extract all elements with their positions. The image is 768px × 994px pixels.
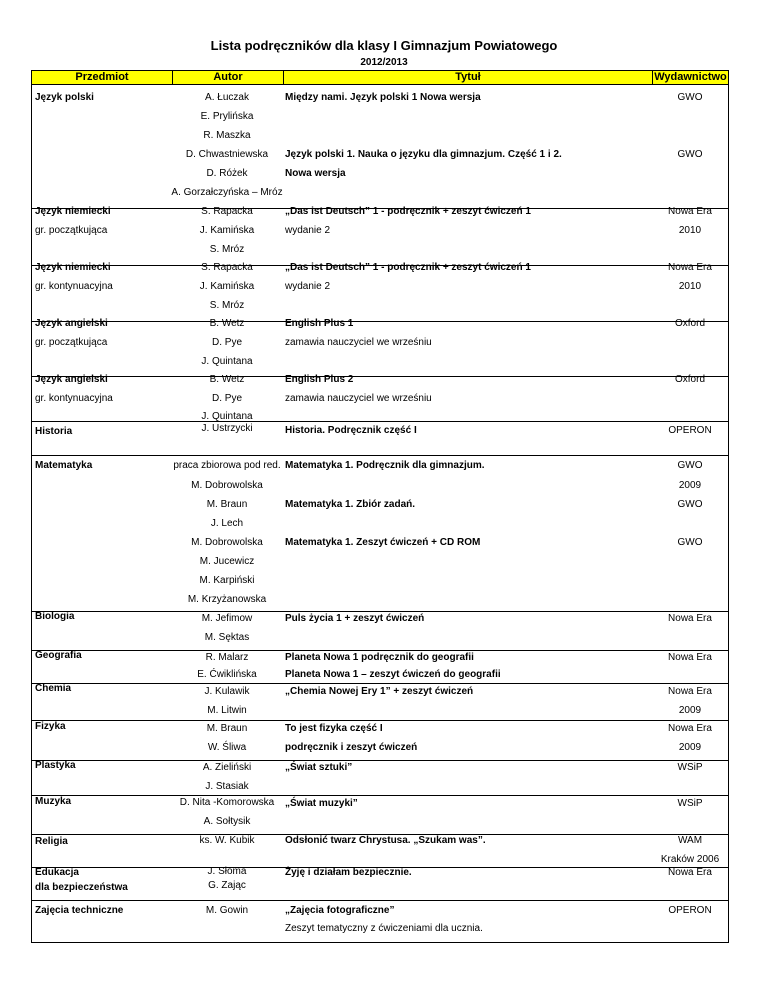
title-cell: Puls życia 1 + zeszyt ćwiczeń bbox=[285, 613, 425, 624]
row-divider bbox=[31, 611, 729, 612]
title-cell: Między nami. Język polski 1 Nowa wersja bbox=[285, 92, 481, 103]
subject-cell: Geografia bbox=[35, 650, 82, 661]
author-cell: B. Wetz bbox=[209, 374, 245, 385]
publisher-cell: GWO bbox=[677, 537, 703, 548]
publisher-cell: OPERON bbox=[668, 905, 712, 916]
row-divider bbox=[31, 376, 729, 377]
subject-cell: Historia bbox=[35, 426, 73, 437]
author-cell: M. Karpiński bbox=[199, 575, 255, 586]
title-cell: podręcznik i zeszyt ćwiczeń bbox=[285, 742, 418, 753]
author-cell: J. Stasiak bbox=[205, 781, 249, 792]
author-cell: A. Łuczak bbox=[205, 92, 249, 103]
title-cell: „Świat muzyki” bbox=[285, 798, 358, 809]
title-cell: Nowa wersja bbox=[285, 168, 346, 179]
subject-cell: Język niemiecki bbox=[35, 262, 111, 273]
publisher-cell: GWO bbox=[677, 92, 703, 103]
author-cell: G. Zając bbox=[208, 880, 246, 891]
title-cell: Planeta Nowa 1 – zeszyt ćwiczeń do geografii bbox=[285, 669, 501, 680]
author-cell: D. Różek bbox=[206, 168, 248, 179]
subject-cell: Język niemiecki bbox=[35, 206, 111, 217]
title-cell: zamawia nauczyciel we wrześniu bbox=[285, 337, 432, 348]
author-cell: M. Sęktas bbox=[204, 632, 250, 643]
subject-cell: gr. kontynuacyjna bbox=[35, 281, 113, 292]
author-cell: M. Dobrowolska bbox=[191, 537, 263, 548]
subject-cell: Chemia bbox=[35, 683, 72, 694]
author-cell: M. Dobrowolska bbox=[191, 480, 263, 491]
author-cell: J. Kulawik bbox=[204, 686, 250, 697]
subject-cell: Biologia bbox=[35, 611, 75, 622]
subject-cell: gr. początkująca bbox=[35, 337, 108, 348]
author-cell: W. Śliwa bbox=[207, 742, 247, 753]
author-cell: D. Pye bbox=[211, 393, 243, 404]
publisher-cell: Oxford bbox=[674, 318, 706, 329]
author-cell: S. Mróz bbox=[209, 300, 245, 311]
author-cell: J. Kamińska bbox=[199, 225, 255, 236]
header-title: Tytuł bbox=[283, 70, 653, 85]
author-cell: S. Rapacka bbox=[201, 262, 253, 273]
author-cell: M. Gowin bbox=[205, 905, 249, 916]
page-title: Lista podręczników dla klasy I Gimnazjum Powiatowego bbox=[210, 38, 558, 53]
table-border-bottom bbox=[31, 942, 729, 943]
publisher-cell: Nowa Era bbox=[668, 262, 712, 273]
author-cell: B. Wetz bbox=[209, 318, 245, 329]
author-cell: ks. W. Kubik bbox=[199, 835, 255, 846]
author-cell: A. Zieliński bbox=[202, 762, 252, 773]
title-cell: wydanie 2 bbox=[285, 281, 331, 292]
author-cell: A. Gorzałczyńska – Mróz bbox=[171, 187, 283, 198]
publisher-cell: Nowa Era bbox=[668, 723, 712, 734]
title-cell: Język polski 1. Nauka o języku dla gimnazjum. Część 1 i 2. bbox=[285, 149, 562, 160]
header-author: Autor bbox=[172, 70, 284, 85]
title-cell: „Świat sztuki” bbox=[285, 762, 353, 773]
publisher-cell: 2010 bbox=[678, 281, 702, 292]
title-cell: wydanie 2 bbox=[285, 225, 331, 236]
title-cell: Matematyka 1. Zeszyt ćwiczeń + CD ROM bbox=[285, 537, 481, 548]
subject-cell: dla bezpieczeństwa bbox=[35, 882, 128, 893]
subject-cell: Fizyka bbox=[35, 721, 66, 732]
row-divider bbox=[31, 720, 729, 721]
author-cell: E. Prylińska bbox=[200, 111, 254, 122]
row-divider bbox=[31, 455, 729, 456]
subject-cell: Edukacja bbox=[35, 867, 79, 878]
subject-cell: gr. początkująca bbox=[35, 225, 108, 236]
subject-cell: Język angielski bbox=[35, 374, 108, 385]
subject-cell: Zajęcia techniczne bbox=[35, 905, 124, 916]
publisher-cell: 2009 bbox=[678, 742, 702, 753]
textbook-table bbox=[31, 70, 729, 943]
title-cell: English Plus 2 bbox=[285, 374, 354, 385]
publisher-cell: GWO bbox=[677, 460, 703, 471]
publisher-cell: Kraków 2006 bbox=[660, 854, 720, 865]
author-cell: J. Ustrzycki bbox=[201, 423, 253, 434]
school-year: 2012/2013 bbox=[360, 57, 408, 68]
title-cell: „Das ist Deutsch” 1 - podręcznik + zeszyt ćwiczeń 1 bbox=[285, 262, 531, 273]
publisher-cell: Nowa Era bbox=[668, 206, 712, 217]
publisher-cell: WAM bbox=[677, 835, 703, 846]
publisher-cell: WSiP bbox=[677, 762, 703, 773]
title-cell: „Chemia Nowej Ery 1” + zeszyt ćwiczeń bbox=[285, 686, 474, 697]
publisher-cell: Nowa Era bbox=[668, 686, 712, 697]
title-cell: Matematyka 1. Podręcznik dla gimnazjum. bbox=[285, 460, 485, 471]
publisher-cell: GWO bbox=[677, 499, 703, 510]
author-cell: D. Chwastniewska bbox=[185, 149, 269, 160]
subject-cell: Język angielski bbox=[35, 318, 108, 329]
row-divider bbox=[31, 650, 729, 651]
title-cell: Żyję i działam bezpiecznie. bbox=[285, 867, 412, 878]
publisher-cell: WSiP bbox=[677, 798, 703, 809]
publisher-cell: Oxford bbox=[674, 374, 706, 385]
publisher-cell: GWO bbox=[677, 149, 703, 160]
publisher-cell: Nowa Era bbox=[668, 652, 712, 663]
title-cell: Planeta Nowa 1 podręcznik do geografii bbox=[285, 652, 474, 663]
title-cell: zamawia nauczyciel we wrześniu bbox=[285, 393, 432, 404]
author-cell: S. Rapacka bbox=[201, 206, 253, 217]
row-divider bbox=[31, 321, 729, 322]
author-cell: M. Krzyżanowska bbox=[187, 594, 267, 605]
subject-cell: Religia bbox=[35, 836, 68, 847]
title-cell: English Plus 1 bbox=[285, 318, 354, 329]
title-cell: „Zajęcia fotograficzne” bbox=[285, 905, 395, 916]
publisher-cell: 2009 bbox=[678, 705, 702, 716]
author-cell: M. Braun bbox=[206, 499, 248, 510]
title-cell: Zeszyt tematyczny z ćwiczeniami dla ucznia. bbox=[285, 923, 483, 934]
author-cell: R. Maszka bbox=[203, 130, 251, 141]
author-cell: M. Jucewicz bbox=[199, 556, 255, 567]
title-cell: Matematyka 1. Zbiór zadań. bbox=[285, 499, 416, 510]
subject-cell: Muzyka bbox=[35, 796, 72, 807]
author-cell: J. Słoma bbox=[207, 866, 247, 877]
publisher-cell: 2010 bbox=[678, 225, 702, 236]
title-cell: Historia. Podręcznik część I bbox=[285, 425, 417, 436]
publisher-cell: Nowa Era bbox=[668, 613, 712, 624]
author-cell: E. Ćwiklińska bbox=[197, 669, 257, 680]
author-cell: J. Kamińska bbox=[199, 281, 255, 292]
author-cell: praca zbiorowa pod red. bbox=[173, 460, 281, 471]
subject-cell: gr. kontynuacyjna bbox=[35, 393, 113, 404]
author-cell: S. Mróz bbox=[209, 244, 245, 255]
author-cell: D. Pye bbox=[211, 337, 243, 348]
author-cell: M. Braun bbox=[206, 723, 248, 734]
author-cell: R. Malarz bbox=[205, 652, 249, 663]
author-cell: J. Quintana bbox=[201, 411, 253, 422]
row-divider bbox=[31, 795, 729, 796]
title-cell: „Das ist Deutsch” 1 - podręcznik + zeszyt ćwiczeń 1 bbox=[285, 206, 531, 217]
row-divider bbox=[31, 421, 729, 422]
author-cell: M. Litwin bbox=[207, 705, 247, 716]
row-divider bbox=[31, 900, 729, 901]
row-divider bbox=[31, 683, 729, 684]
subject-cell: Język polski bbox=[35, 92, 94, 103]
publisher-cell: 2009 bbox=[678, 480, 702, 491]
author-cell: M. Jefimow bbox=[201, 613, 253, 624]
title-cell: Odsłonić twarz Chrystusa. „Szukam was”. bbox=[285, 835, 486, 846]
row-divider bbox=[31, 760, 729, 761]
title-cell: To jest fizyka część I bbox=[285, 723, 383, 734]
subject-cell: Matematyka bbox=[35, 460, 93, 471]
publisher-cell: Nowa Era bbox=[668, 867, 712, 878]
author-cell: A. Sołtysik bbox=[203, 816, 251, 827]
publisher-cell: OPERON bbox=[668, 425, 712, 436]
header-subject: Przedmiot bbox=[31, 70, 173, 85]
author-cell: J. Quintana bbox=[201, 356, 253, 367]
header-publisher: Wydawnictwo bbox=[652, 70, 729, 85]
table-border-right bbox=[728, 70, 729, 943]
table-border-left bbox=[31, 70, 32, 943]
subject-cell: Plastyka bbox=[35, 760, 76, 771]
author-cell: D. Nita -Komorowska bbox=[179, 797, 275, 808]
author-cell: J. Lech bbox=[210, 518, 244, 529]
